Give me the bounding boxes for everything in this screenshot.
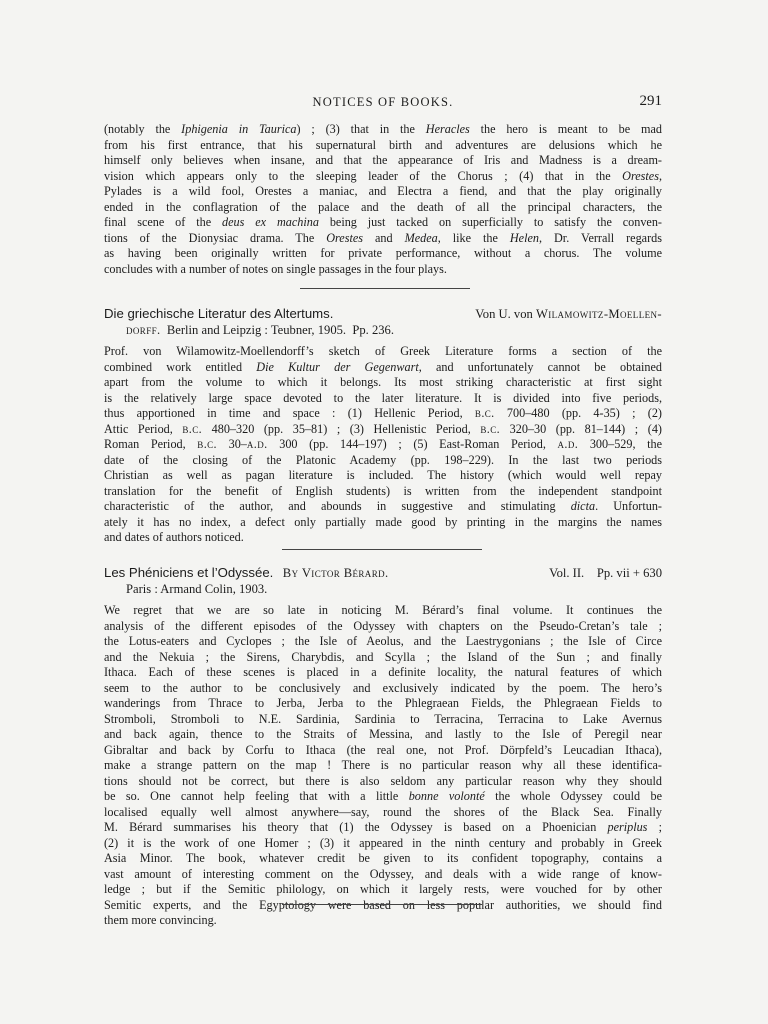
text-line: ended in the conflagration of the palace and the death of all the principal characters, the: [104, 199, 662, 214]
review-author: Wilamowitz-Moellen-: [535, 307, 662, 321]
text-line: translation for the benefit of English students) is written from the independent standpoint: [104, 483, 662, 498]
text-line: vast amount of interesting comment on the Odyssey, and deals with a wide range of know-: [104, 866, 662, 881]
text-line: Pylades is a wild fool, Orestes a maniac, and Electra a fiend, and that the play originally: [104, 184, 662, 198]
text-line: and back again, thence to the Straits of Messina, and lastly to the Isle of Peregil near: [104, 727, 662, 741]
review-author-cont: dorff.: [126, 323, 161, 337]
text-line: (notably the Iphigenia in Taurica) ; (3) that in the Heracles the hero is meant to be mad: [104, 122, 662, 136]
page-number: 291: [639, 93, 662, 109]
text-line: seem to the author to be conclusively and exclusively indicated by the poem. The hero’s: [104, 680, 662, 695]
section-divider-3: [282, 904, 482, 905]
section-divider-1: [300, 288, 470, 289]
running-title: NOTICES OF BOOKS.: [312, 95, 454, 109]
text-line: analysis of the different episodes of the Odyssey with chapters on the Pseudo-Cretan’s tale ;: [104, 618, 662, 633]
text-line: Semitic experts, and the Egyptology were based on less popular authorities, we should find: [104, 897, 662, 912]
review-berard: [104, 565, 662, 929]
carryover-lines: [104, 122, 662, 277]
review-pages: Pp. 236.: [352, 323, 394, 337]
text-line: Stromboli, Stromboli to N.E. Sardinia, Sardinia to Terracina, Terracina to Lake Avernus: [104, 711, 662, 726]
text-line: M. Bérard summarises his theory that (1) the Odyssey is based on a Phoenician periplus ;: [104, 820, 662, 834]
text-line: ledge ; but if the Semitic philology, on which it largely rests, were vouched for by other: [104, 882, 662, 896]
text-line: and the Nekuia ; the Sirens, Charybdis, and Scylla ; the Island of the Sun ; and finally: [104, 649, 662, 664]
text-line: Christian as well as pagan literature is included. The history (which would well repay: [104, 468, 662, 482]
review-publication: Berlin and Leipzig : Teubner, 1905.: [166, 323, 347, 337]
text-line: characteristic of the author, and abounds in suggestive and stimulating dicta. Unfortun-: [104, 499, 662, 513]
text-line: the Lotus-eaters and Cyclopes ; the Isle of Aeolus, and the Laestrygonians ; the Isle of Circe: [104, 634, 662, 648]
text-line: apart from the volume to which it belongs. Its most striking characteristic at first sight: [104, 375, 662, 389]
carryover-paragraph: [104, 122, 662, 277]
review-heading: [104, 306, 662, 322]
text-line: himself only believes when insane, and that the appearance of Iris and Madness is a dream-: [104, 153, 662, 167]
text-line: is the relatively large space devoted to the later literature. It is divided into five periods,: [104, 390, 662, 405]
review-volume: Vol. II.: [549, 566, 585, 580]
text-line: be so. One cannot help feeling that with a little bonne volonté the whole Odyssey could be: [104, 789, 662, 803]
text-line: Ithaca. Each of these scenes is placed in a definite locality, the natural features of which: [104, 665, 662, 679]
text-line: Gibraltar and back by Corfu to Ithaca (the real one, not Prof. Dörpfeld’s Leucadian Ithaca),: [104, 742, 662, 757]
section-divider-2: [282, 549, 482, 550]
review-imprint: [126, 322, 662, 338]
text-line: them more convincing.: [104, 913, 217, 927]
text-line: thus apportioned in time and space : (1) Hellenic Period, b.c. 700–480 (pp. 4-35) ; (2): [104, 406, 662, 420]
text-line: vision which appears only to the sleeping leader of the Chorus ; (4) that in the Orestes,: [104, 168, 662, 183]
text-line: localised equally well almost anywhere—say, round the shores of the Black Sea. Finally: [104, 804, 662, 819]
text-line: combined work entitled Die Kultur der Gegenwart, and unfortunately cannot be obtained: [104, 359, 662, 374]
review-title: Les Phéniciens et l’Odyssée.: [104, 565, 274, 580]
text-line: final scene of the deus ex machina being just tacked on superficially to satisfy the conven-: [104, 215, 662, 229]
review-pages: Pp. vii + 630: [596, 566, 662, 580]
text-line: make a strange pattern on the map ! There is no particular reason why all these identifica-: [104, 758, 662, 772]
review-wilamowitz: [104, 306, 662, 546]
text-line: tions should not be correct, but there is also seldom any particular reason why they should: [104, 773, 662, 788]
running-head: [104, 95, 662, 113]
review-imprint: [126, 581, 662, 597]
text-line: concludes with a number of notes on single passages in the four plays.: [104, 261, 447, 276]
text-line: and dates of authors noticed.: [104, 530, 244, 544]
text-line: We regret that we are so late in noticing M. Bérard’s final volume. It continues the: [104, 603, 662, 617]
text-line: as having been originally written for private performance, without a chorus. The volume: [104, 246, 662, 260]
review-publication: Paris : Armand Colin, 1903.: [126, 582, 268, 596]
review-body: [104, 603, 662, 929]
text-line: date of the closing of the Platonic Academy (pp. 198–229). In the last two periods: [104, 452, 662, 467]
review-heading: [104, 565, 662, 581]
text-line: tions of the Dionysiac drama. The Orestes and Medea, like the Helen, Dr. Verrall regards: [104, 230, 662, 245]
text-line: Roman Period, b.c. 30–a.d. 300 (pp. 144–197) ; (5) East-Roman Period, a.d. 300–529, the: [104, 437, 662, 451]
text-line: from his first entrance, that his supernatural birth and adventures are delusions which he: [104, 137, 662, 152]
review-author: By Victor Bérard.: [282, 566, 389, 580]
review-author-prefix: Von U. von: [475, 307, 533, 321]
review-title: Die griechische Literatur des Altertums.: [104, 306, 334, 321]
text-line: Prof. von Wilamowitz-Moellendorff’s sketch of Greek Literature forms a section of the: [104, 344, 662, 358]
text-line: Asia Minor. The book, whatever credit be given to its confident topography, contains a: [104, 851, 662, 865]
text-line: wanderings from Thrace to Jerba, Jerba to the Phlegraean Fields, the Phlegraean Fields to: [104, 696, 662, 710]
text-line: (2) it is the work of one Homer ; (3) it appeared in the ninth century and probably in Greek: [104, 835, 662, 850]
text-line: ately it has no index, a defect only partially made good by printing in the margins the names: [104, 514, 662, 529]
review-body: [104, 344, 662, 546]
text-line: Attic Period, b.c. 480–320 (pp. 35–81) ; (3) Hellenistic Period, b.c. 320–30 (pp. 81–144) ; (4): [104, 421, 662, 436]
